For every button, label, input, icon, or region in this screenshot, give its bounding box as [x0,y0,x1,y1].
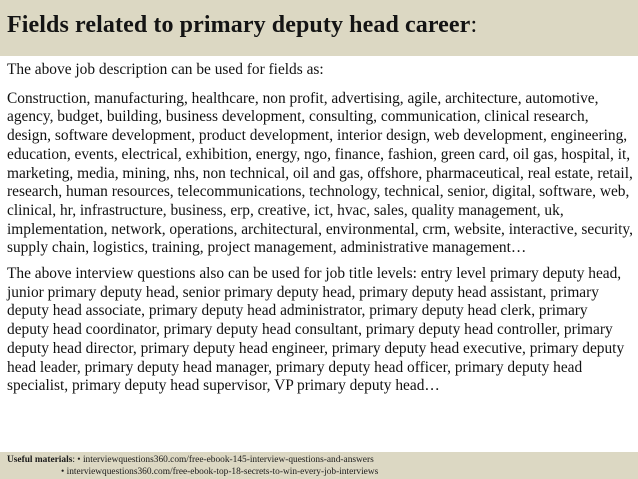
page-title [7,12,477,39]
footer-row-1 [7,455,374,465]
intro-text: The above job description can be used for fields as: [7,61,324,78]
footer-bullet: • [61,467,67,477]
fields-paragraph: Construction, manufacturing, healthcare, non profit, advertising, agile, architecture, automotive, agency, budget, building, business development, consulting, communication, clinical research, design, software development, product development, interior design, web development, engineering, education, events, electrical, exhibition, energy, ngo, finance, fashion, green card, oil gas, hospital, it, marketing, media, mining, nhs, non technical, oil and gas, offshore, pharmaceutical, real estate, retail, research, human resources, telecommunications, technology, technical, senior, digital, software, web, clinical, hr, infrastructure, business, erp, creative, ict, hvac, sales, quality management, uk, implementation, network, operations, architectural, environmental, crm, website, interactive, security, supply chain, logistics, training, project management, administrative management… [7,89,633,257]
ebook-link-2[interactable]: interviewquestions360.com/free-ebook-top-18-secrets-to-win-every-job-interviews [66,467,379,477]
job-levels-paragraph: The above interview questions also can be used for job title levels: entry level primary deputy head, junior primary deputy head, senior primary deputy head, primary deputy head assistant, primary deputy head associate, primary deputy head administrator, primary deputy head clerk, primary deputy head coordinator, primary deputy head consultant, primary deputy head controller, primary deputy head director, primary deputy head engineer, primary deputy head executive, primary deputy head leader, primary deputy head manager, primary deputy head officer, primary deputy head specialist, primary deputy head supervisor, VP primary deputy head… [7,265,625,395]
title-banner [0,0,638,56]
page-title-text: Fields related to primary deputy head career [7,12,471,38]
footer-banner [0,452,638,479]
main-content [7,61,633,396]
useful-materials-label: Useful materials [7,455,73,465]
ebook-link-1[interactable]: interviewquestions360.com/free-ebook-145-interview-questions-and-answers [82,455,374,465]
page-title-colon: : [470,12,478,38]
footer-row-2 [61,467,378,477]
footer-separator: : • [72,455,83,465]
